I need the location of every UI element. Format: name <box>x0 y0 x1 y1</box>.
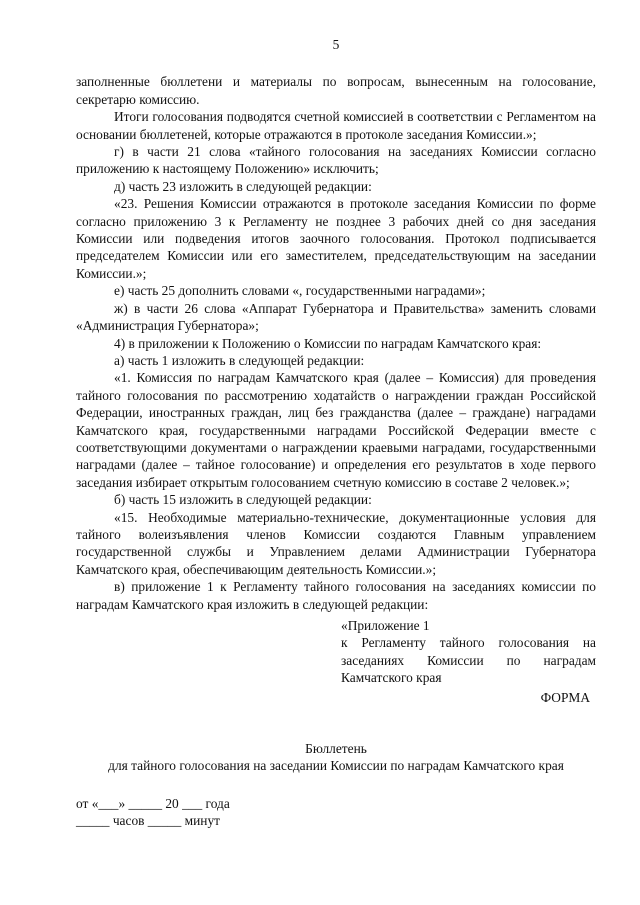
paragraph: «1. Комиссия по наградам Камчатского края (далее – Комиссия) для проведения тайного голосования по рассмотрению ходатайств о награждении граждан Российской Федерации, иностранных граждан, лиц без гражданства (далее – граждане) наградами Камчатского края, государственными наградами Российской Федерации вместе с соответствующими документами о награждении краевыми наградами, государственными наградами (далее – тайное голосование) и определения его результатов в ходе первого заседания избирает открытым голосованием счетную комиссию в составе 2 человек.»; <box>76 370 596 490</box>
paragraph: е) часть 25 дополнить словами «, государственными наградами»; <box>114 283 486 299</box>
ballot-date-line: от «___» _____ 20 ___ года <box>76 795 230 811</box>
paragraph: д) часть 23 изложить в следующей редакции: <box>114 178 372 194</box>
ballot-time-line: _____ часов _____ минут <box>76 813 220 829</box>
document-page <box>76 36 596 830</box>
paragraph: «15. Необходимые материально-технические, документационные условия для тайного волеизъявления членов Комиссии создаются Главным управлением государственной службы и Управлением делами Администрации Губернатора Камчатского края, обеспечивающим деятельность Комиссии.»; <box>76 509 596 577</box>
ballot-subtitle: для тайного голосования на заседании Комиссии по наградам Камчатского края <box>108 758 564 774</box>
paragraph: заполненные бюллетени и материалы по вопросам, вынесенным на голосование, секретарю комиссию. <box>76 74 596 107</box>
paragraph: в) приложение 1 к Регламенту тайного голосования на заседаниях комиссии по наградам Камчатского края изложить в следующей редакции: <box>76 579 596 612</box>
appendix-reference: к Регламенту тайного голосования на заседаниях Комиссии по наградам Камчатского края <box>341 635 596 686</box>
ballot-title: Бюллетень <box>305 741 367 757</box>
paragraph: б) часть 15 изложить в следующей редакции: <box>114 492 372 508</box>
paragraph: «23. Решения Комиссии отражаются в протоколе заседания Комиссии по форме согласно приложению 3 к Регламенту не позднее 3 рабочих дней со дня заседания Комиссии или подведения итогов заочного голосования. Протокол подписывается председателем Комиссии или его заместителем, председательствующим на заседании Комиссии.»; <box>76 196 596 281</box>
form-label: ФОРМА <box>540 689 590 705</box>
appendix-title: «Приложение 1 <box>341 618 430 633</box>
paragraph: 4) в приложении к Положению о Комиссии по наградам Камчатского края: <box>114 335 542 351</box>
appendix-header <box>341 617 596 687</box>
paragraph: а) часть 1 изложить в следующей редакции: <box>114 352 365 368</box>
paragraph: г) в части 21 слова «тайного голосования на заседаниях Комиссии согласно приложению к настоящему Положению» исключить; <box>76 144 596 177</box>
paragraph: Итоги голосования подводятся счетной комиссией в соответствии с Регламентом на основании бюллетеней, которые отражаются в протоколе заседания Комиссии.»; <box>76 109 596 142</box>
page-number: 5 <box>332 37 340 52</box>
body-text <box>76 73 596 613</box>
paragraph: ж) в части 26 слова «Аппарат Губернатора и Правительства» заменить словами «Администрация Губернатора»; <box>76 300 596 334</box>
